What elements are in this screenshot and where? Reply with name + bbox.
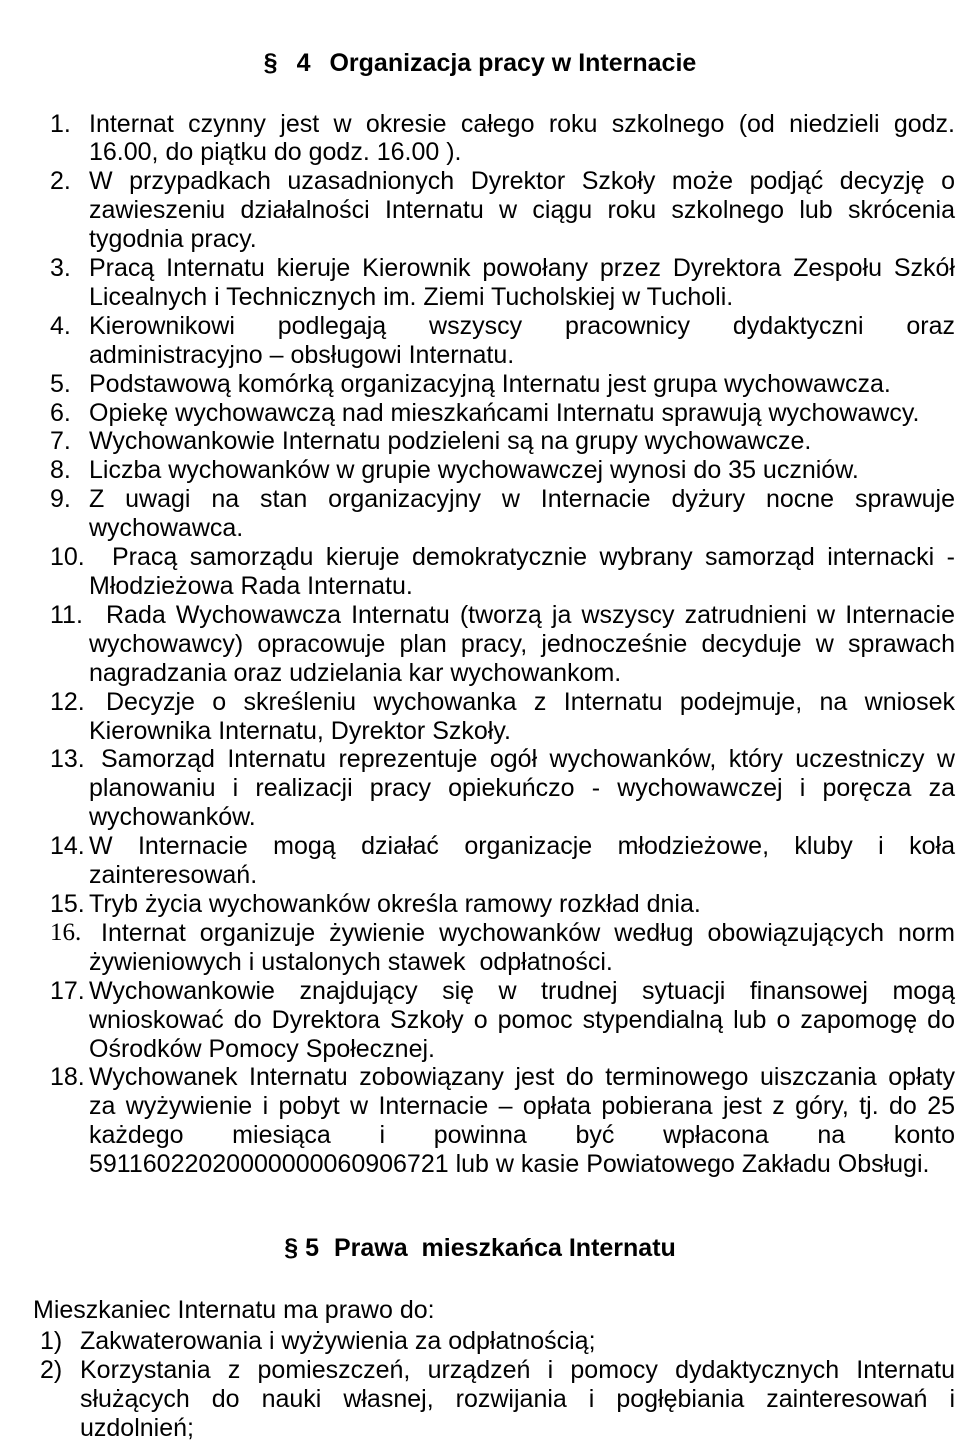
item-number: 12. <box>50 687 85 716</box>
list-item <box>0 832 960 890</box>
item-number: 2. <box>50 167 71 196</box>
list-item <box>0 688 960 746</box>
item-text-line: wychowawcy) opracowuje plan pracy, jednocześnie decyduje w sprawach <box>89 629 955 658</box>
item-text-line: Kierownika Internatu, Dyrektor Szkoły. <box>89 716 511 745</box>
item-number: 6. <box>50 398 71 427</box>
item-text-line: Decyzje o skreśleniu wychowanka z Internatu podejmuje, na wniosek <box>106 687 955 716</box>
item-number: 2) <box>40 1355 63 1384</box>
item-text-line: uzdolnień; <box>80 1413 194 1442</box>
item-text-line: Rada Wychowawcza Internatu (tworzą ja wszyscy zatrudnieni w Internacie <box>106 600 955 629</box>
list-item <box>0 1063 960 1179</box>
item-text-line: każdego miesiąca i powinna być wpłacona na konto <box>89 1121 955 1150</box>
item-text-line: Wychowankowie Internatu podzieleni są na grupy wychowawcze. <box>89 427 812 456</box>
list-item <box>0 1356 960 1443</box>
numbered-list <box>0 110 960 1180</box>
list-item <box>0 601 960 688</box>
item-text-line: Pracą samorządu kieruje demokratycznie wybrany samorząd internacki - <box>112 543 955 572</box>
item-number: 3. <box>50 254 71 283</box>
item-text-line: Młodzieżowa Rada Internatu. <box>89 572 413 600</box>
item-number: 11. <box>50 600 83 629</box>
item-text-line: 59116022020000000060906721 lub w kasie Powiatowego Zakładu Obsługi. <box>89 1150 930 1179</box>
list-item <box>0 977 960 1064</box>
item-text-line: Internat organizuje żywienie wychowanków według obowiązujących norm <box>101 918 955 947</box>
item-text-line: Wychowankowie znajdujący się w trudnej sytuacji finansowej mogą <box>89 976 955 1005</box>
item-text-line: Ośrodków Pomocy Społecznej. <box>89 1034 435 1063</box>
section-symbol: § <box>284 1233 299 1262</box>
item-number: 1) <box>40 1326 63 1355</box>
item-text-line: Tryb życia wychowanków określa ramowy rozkład dnia. <box>89 889 701 918</box>
list-item <box>0 890 960 919</box>
item-text-line: administracyjno – obsługowi Internatu. <box>89 340 515 369</box>
item-text-line: Samorząd Internatu reprezentuje ogół wychowanków, który uczestniczy w <box>101 745 955 774</box>
list-item <box>0 456 960 485</box>
rights-list <box>0 1327 960 1443</box>
list-item <box>0 167 960 254</box>
item-text-line: Korzystania z pomieszczeń, urządzeń i pomocy dydaktycznych Internatu <box>80 1355 955 1384</box>
list-item <box>0 370 960 399</box>
item-text-line: żywieniowych i ustalonych stawek odpłatności. <box>89 947 613 976</box>
item-text-line: 16.00, do piątku do godz. 16.00 ). <box>89 138 462 167</box>
list-item <box>0 543 960 601</box>
item-text-line: W Internacie mogą działać organizacje młodzieżowe, kluby i koła <box>89 832 955 861</box>
item-text-line: wychowawca. <box>89 514 244 543</box>
item-text-line: Liczba wychowanków w grupie wychowawczej wynosi do 35 uczniów. <box>89 456 859 485</box>
item-number: 17. <box>50 976 85 1005</box>
item-number: 13. <box>50 745 85 774</box>
list-item <box>0 312 960 370</box>
item-text-line: Pracą Internatu kieruje Kierownik powołany przez Dyrektora Zespołu Szkół <box>89 254 955 283</box>
item-text-line: W przypadkach uzasadnionych Dyrektor Szkoły może podjąć decyzję o <box>89 167 955 196</box>
item-text-line: służących do nauki własnej, rozwijania i pogłębiania zainteresowań i <box>80 1384 955 1413</box>
item-number: 4. <box>50 311 71 340</box>
section-symbol: § <box>263 48 278 77</box>
list-item <box>0 745 960 832</box>
section-heading <box>0 1234 960 1263</box>
item-text-line: wnioskować do Dyrektora Szkoły o pomoc stypendialną lub o zapomogę do <box>89 1005 955 1034</box>
list-item <box>0 399 960 428</box>
item-text-line: Zakwaterowania i wyżywienia za odpłatnością; <box>80 1326 596 1355</box>
item-text-line: Wychowanek Internatu zobowiązany jest do terminowego uiszczania opłaty <box>89 1063 955 1092</box>
item-number: 15. <box>50 889 85 918</box>
item-text-line: planowaniu i realizacji pracy opiekuńczo - wychowawczej i poręcza za <box>89 774 955 803</box>
section-number: 5 <box>305 1233 319 1262</box>
section-number: 4 <box>296 48 311 77</box>
item-text-line: Opiekę wychowawczą nad mieszkańcami Internatu sprawują wychowawcy. <box>89 398 920 427</box>
item-number: 16. <box>50 918 82 946</box>
item-text-line: Internat czynny jest w okresie całego roku szkolnego (od niedzieli godz. <box>89 109 955 138</box>
list-item <box>0 919 960 977</box>
item-number: 18. <box>50 1063 85 1092</box>
item-text-line: Podstawową komórką organizacyjną Internatu jest grupa wychowawcza. <box>89 369 891 398</box>
list-item <box>0 254 960 312</box>
section-title: Organizacja pracy w Internacie <box>329 48 697 77</box>
section-title: Prawa mieszkańca Internatu <box>334 1233 676 1262</box>
item-text-line: Z uwagi na stan organizacyjny w Internacie dyżury nocne sprawuje <box>89 485 955 514</box>
item-number: 14. <box>50 832 85 861</box>
item-text-line: nagradzania oraz udzielania kar wychowankom. <box>89 658 622 687</box>
list-item <box>0 485 960 543</box>
item-number: 10. <box>50 543 85 572</box>
list-item <box>0 1327 960 1356</box>
item-text-line: wychowanków. <box>89 803 256 832</box>
section-heading <box>0 49 960 78</box>
intro-text: Mieszkaniec Internatu ma prawo do: <box>33 1295 435 1324</box>
item-text-line: zainteresowań. <box>89 861 258 890</box>
item-number: 8. <box>50 456 71 485</box>
item-number: 1. <box>50 109 71 138</box>
item-number: 5. <box>50 369 71 398</box>
item-text-line: za wyżywienie i pobyt w Internacie – opłata pobierana jest z góry, tj. do 25 <box>89 1092 955 1121</box>
item-text-line: Kierownikowi podlegają wszyscy pracownicy dydaktyczni oraz <box>89 311 955 340</box>
list-item <box>0 427 960 456</box>
list-item <box>0 110 960 168</box>
item-text-line: tygodnia pracy. <box>89 225 257 254</box>
item-text-line: Licealnych i Technicznych im. Ziemi Tucholskiej w Tucholi. <box>89 282 734 311</box>
item-number: 9. <box>50 485 71 514</box>
item-text-line: zawieszeniu działalności Internatu w ciągu roku szkolnego lub skrócenia <box>89 196 955 225</box>
item-number: 7. <box>50 427 71 456</box>
